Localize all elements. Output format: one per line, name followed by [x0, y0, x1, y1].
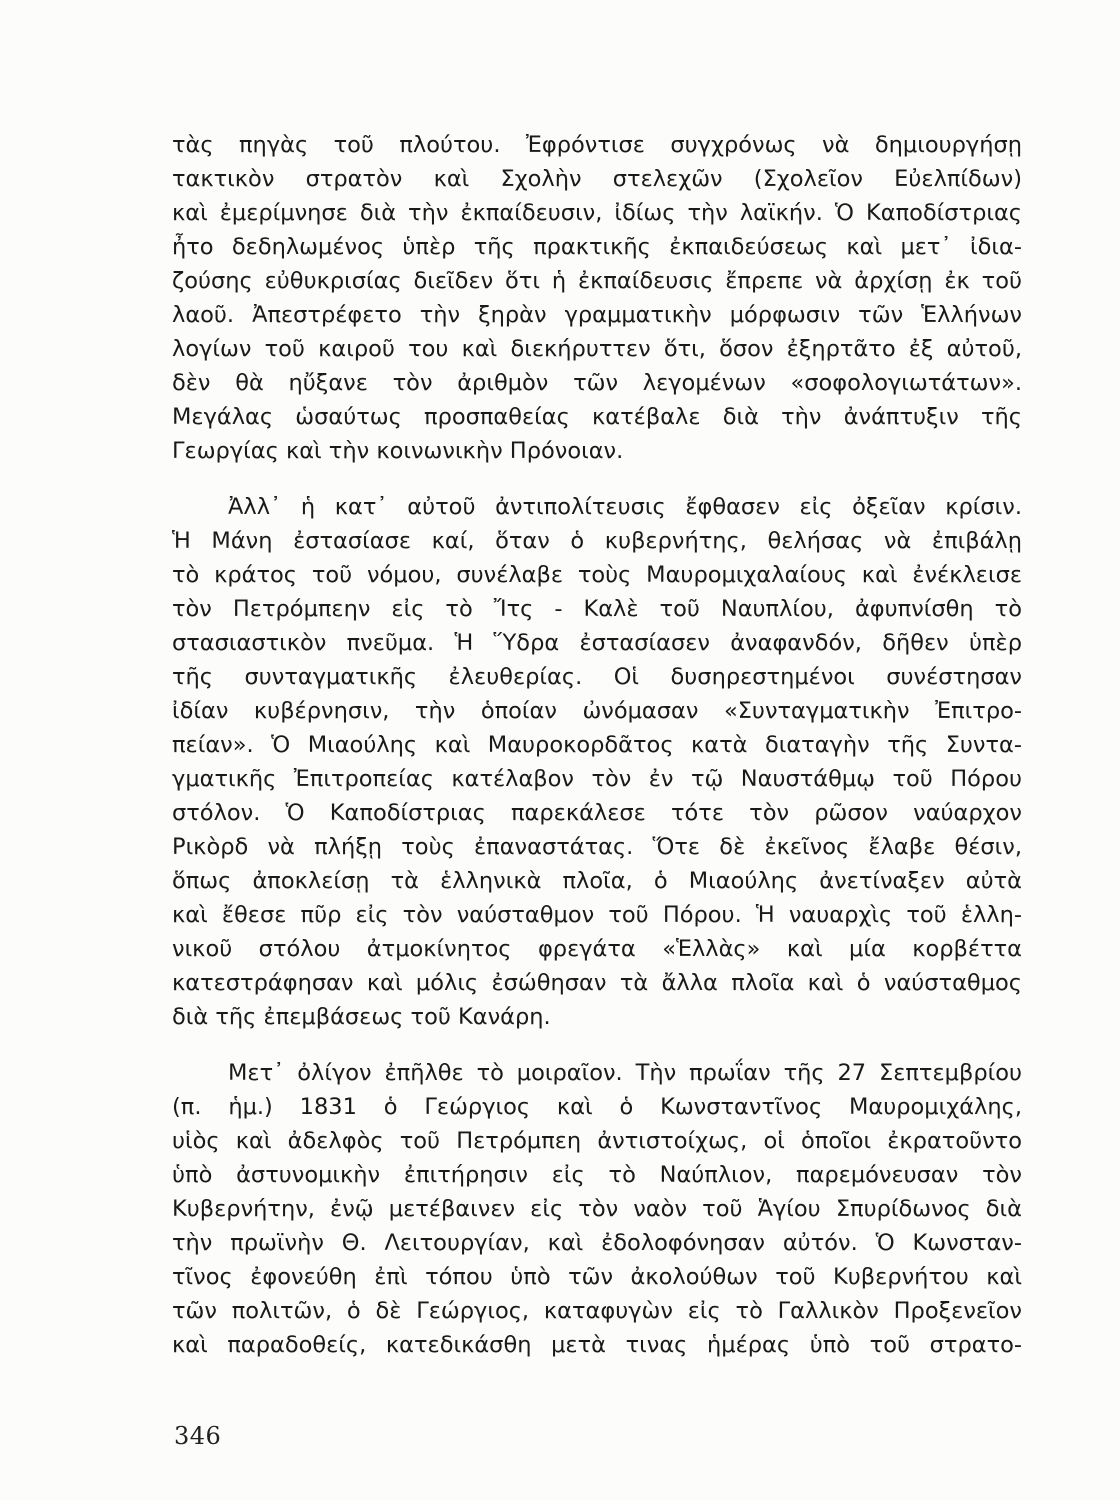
text-line: Μετ᾽ ὀλίγον ἐπῆλθε τὸ μοιραῖον. Τὴν πρωΐαν τῆς 27 Σεπτεμβρίου: [228, 1060, 1022, 1086]
page-number: 346: [174, 1422, 222, 1450]
text-line: στασιαστικὸν πνεῦμα. Ἡ Ὕδρα ἐστασίασεν ἀναφανδόν, δῆθεν ὑπὲρ: [172, 630, 1022, 656]
text-line: Ρικὸρδ νὰ πλήξῃ τοὺς ἐπαναστάτας. Ὅτε δὲ ἐκεῖνος ἔλαβε θέσιν,: [172, 834, 1022, 860]
text-line: Ἀλλ᾽ ἡ κατ᾽ αὐτοῦ ἀντιπολίτευσις ἔφθασεν εἰς ὀξεῖαν κρίσιν.: [228, 494, 1022, 520]
text-line: Κυβερνήτην, ἐνῷ μετέβαινεν εἰς τὸν ναὸν τοῦ Ἁγίου Σπυρίδωνος διὰ: [172, 1196, 1022, 1222]
text-line: τὸν Πετρόμπεην εἰς τὸ Ἴτς - Καλὲ τοῦ Ναυπλίου, ἀφυπνίσθη τὸ: [172, 596, 1022, 622]
text-line: καὶ ἔθεσε πῦρ εἰς τὸν ναύσταθμον τοῦ Πόρου. Ἡ ναυαρχὶς τοῦ ἑλλη-: [172, 902, 1022, 928]
text-line: Μεγάλας ὡσαύτως προσπαθείας κατέβαλε διὰ τὴν ἀνάπτυξιν τῆς: [172, 404, 1022, 430]
text-line: Γεωργίας καὶ τὴν κοινωνικὴν Πρόνοιαν.: [172, 438, 624, 464]
text-line: ἰδίαν κυβέρνησιν, τὴν ὁποίαν ὠνόμασαν «Συνταγματικὴν Ἐπιτρο-: [172, 698, 1022, 724]
text-line: πείαν». Ὁ Μιαούλης καὶ Μαυροκορδᾶτος κατὰ διαταγὴν τῆς Συντα-: [172, 732, 1022, 758]
text-line: τῆς συνταγματικῆς ἐλευθερίας. Οἱ δυσηρεστημένοι συνέστησαν: [172, 664, 1022, 690]
text-line: στόλον. Ὁ Καποδίστριας παρεκάλεσε τότε τὸν ρῶσον ναύαρχον: [172, 800, 1022, 826]
paragraph-2: [172, 490, 1022, 1034]
text-line: τῖνος ἐφονεύθη ἐπὶ τόπου ὑπὸ τῶν ἀκολούθων τοῦ Κυβερνήτου καὶ: [172, 1264, 1022, 1290]
text-line: υἱὸς καὶ ἀδελφὸς τοῦ Πετρόμπεη ἀντιστοίχως, οἱ ὁποῖοι ἐκρατοῦντο: [172, 1128, 1022, 1154]
text-line: γματικῆς Ἐπιτροπείας κατέλαβον τὸν ἐν τῷ Ναυστάθμῳ τοῦ Πόρου: [172, 766, 1022, 792]
text-line: (π. ἡμ.) 1831 ὁ Γεώργιος καὶ ὁ Κωνσταντῖνος Μαυρομιχάλης,: [172, 1094, 1022, 1120]
text-line: τῶν πολιτῶν, ὁ δὲ Γεώργιος, καταφυγὼν εἰς τὸ Γαλλικὸν Προξενεῖον: [172, 1298, 1022, 1324]
text-line: ἦτο δεδηλωμένος ὑπὲρ τῆς πρακτικῆς ἐκπαιδεύσεως καὶ μετ᾽ ἰδια-: [172, 234, 1022, 260]
text-line: τὸ κράτος τοῦ νόμου, συνέλαβε τοὺς Μαυρομιχαλαίους καὶ ἐνέκλεισε: [172, 562, 1022, 588]
text-line: λαοῦ. Ἀπεστρέφετο τὴν ξηρὰν γραμματικὴν μόρφωσιν τῶν Ἑλλήνων: [172, 302, 1022, 328]
text-line: τὴν πρωϊνὴν Θ. Λειτουργίαν, καὶ ἐδολοφόνησαν αὐτόν. Ὁ Κωνσταν-: [172, 1230, 1022, 1256]
page-body: [172, 128, 1022, 1362]
text-line: ζούσης εὐθυκρισίας διεῖδεν ὅτι ἡ ἐκπαίδευσις ἔπρεπε νὰ ἀρχίσῃ ἐκ τοῦ: [172, 268, 1022, 294]
text-line: λογίων τοῦ καιροῦ του καὶ διεκήρυττεν ὅτι, ὅσον ἐξηρτᾶτο ἐξ αὐτοῦ,: [172, 336, 1022, 362]
text-line: δὲν θὰ ηὔξανε τὸν ἀριθμὸν τῶν λεγομένων «σοφολογιωτάτων».: [172, 370, 1022, 396]
text-line: κατεστράφησαν καὶ μόλις ἐσώθησαν τὰ ἄλλα πλοῖα καὶ ὁ ναύσταθμος: [172, 970, 1022, 996]
paragraph-3: [172, 1056, 1022, 1362]
text-line: ὑπὸ ἀστυνομικὴν ἐπιτήρησιν εἰς τὸ Ναύπλιον, παρεμόνευσαν τὸν: [172, 1162, 1022, 1188]
text-line: τακτικὸν στρατὸν καὶ Σχολὴν στελεχῶν (Σχολεῖον Εὐελπίδων): [172, 166, 1022, 192]
text-line: νικοῦ στόλου ἀτμοκίνητος φρεγάτα «Ἑλλὰς» καὶ μία κορβέττα: [172, 936, 1022, 962]
text-line: Ἡ Μάνη ἐστασίασε καί, ὅταν ὁ κυβερνήτης, θελήσας νὰ ἐπιβάλῃ: [172, 528, 1022, 554]
text-line: ὅπως ἀποκλείσῃ τὰ ἑλληνικὰ πλοῖα, ὁ Μιαούλης ἀνετίναξεν αὐτὰ: [172, 868, 1022, 894]
text-line: καὶ ἐμερίμνησε διὰ τὴν ἐκπαίδευσιν, ἰδίως τὴν λαϊκήν. Ὁ Καποδίστριας: [172, 200, 1022, 226]
text-line: διὰ τῆς ἐπεμβάσεως τοῦ Κανάρη.: [172, 1004, 551, 1030]
text-line: τὰς πηγὰς τοῦ πλούτου. Ἐφρόντισε συγχρόνως νὰ δημιουργήσῃ: [172, 132, 1022, 158]
paragraph-1: [172, 128, 1022, 468]
text-line: καὶ παραδοθείς, κατεδικάσθη μετὰ τινας ἡμέρας ὑπὸ τοῦ στρατο-: [172, 1332, 1022, 1358]
